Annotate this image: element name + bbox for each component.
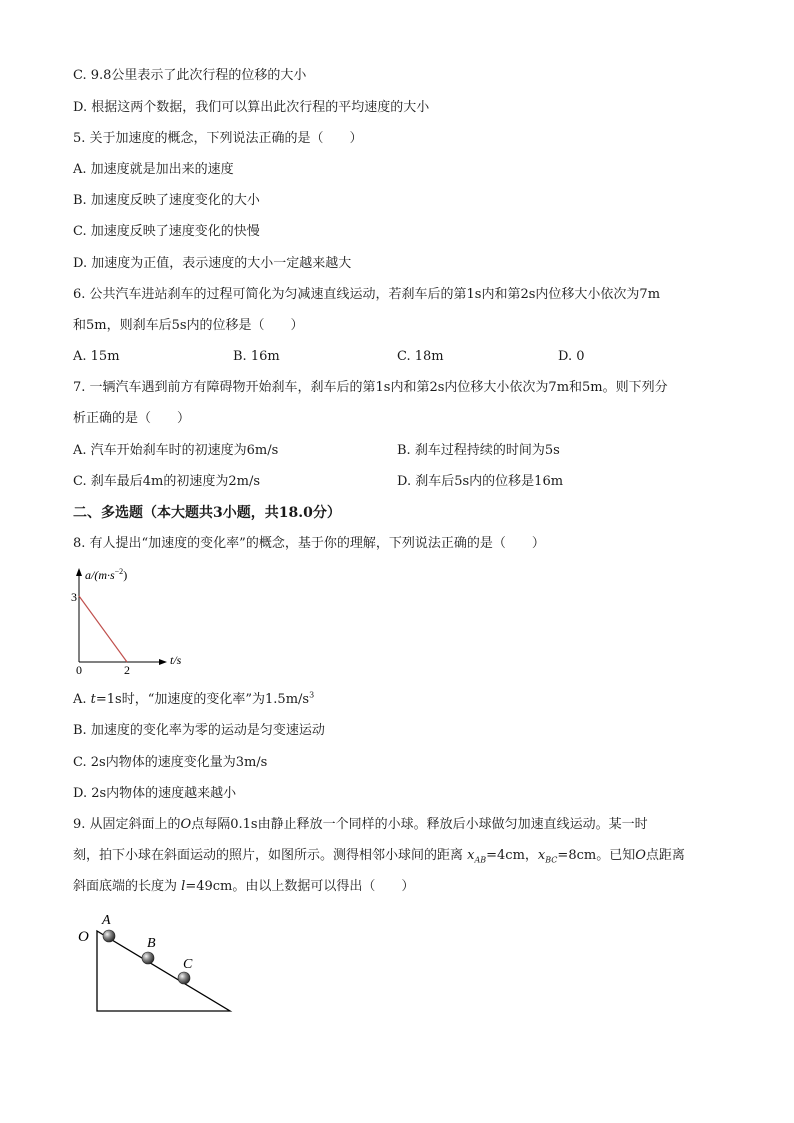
acceleration-line xyxy=(79,596,127,662)
q5-stem: 5. 关于加速度的概念，下列说法正确的是（ ） xyxy=(73,131,363,146)
q4-option-c: C. 9.8公里表示了此次行程的位移的大小 xyxy=(73,68,307,83)
y-axis-label: $a/(m\cdot s^{-2})$ xyxy=(85,567,128,582)
q8-option-d: D. 2s内物体的速度越来越小 xyxy=(73,786,237,801)
q7-option-b: B. 刹车过程持续的时间为5s xyxy=(397,443,560,458)
q7-option-d: D. 刹车后5s内的位移是16m xyxy=(397,474,564,489)
q5-option-a: A. 加速度就是加出来的速度 xyxy=(73,162,234,177)
q5-option-c: C. 加速度反映了速度变化的快慢 xyxy=(73,224,260,239)
q7-option-c: C. 刹车最后4m的初速度为2m/s xyxy=(73,474,260,489)
q4-option-d: D. 根据这两个数据，我们可以算出此次行程的平均速度的大小 xyxy=(73,100,430,115)
q7-stem-line2: 析正确的是（ ） xyxy=(73,411,191,426)
ball-a xyxy=(103,930,115,942)
q9-stem-line3: 斜面底端的长度为 l=49cm。由以上数据可以得出（ ） xyxy=(73,879,415,894)
acceleration-time-graph xyxy=(64,562,194,682)
x-axis-label: t/s xyxy=(170,653,182,667)
q8-option-b: B. 加速度的变化率为零的运动是匀变速运动 xyxy=(73,723,325,738)
y-axis-arrow xyxy=(76,568,82,576)
ball-b-label: B xyxy=(147,936,156,951)
q7-option-a: A. 汽车开始刹车时的初速度为6m/s xyxy=(73,443,279,458)
origin-label: 0 xyxy=(76,663,82,677)
ball-c xyxy=(178,972,190,984)
q6-option-b: B. 16m xyxy=(233,349,280,364)
x-tick-2: 2 xyxy=(124,663,130,677)
q8-stem: 8. 有人提出“加速度的变化率”的概念，基于你的理解，下列说法正确的是（ ） xyxy=(73,536,545,551)
x-axis-arrow xyxy=(159,659,167,665)
q7-stem-line1: 7. 一辆汽车遇到前方有障碍物开始刹车，刹车后的第1s内和第2s内位移大小依次为7m和5m。则下列分 xyxy=(73,380,668,395)
q9-stem-line2: 刻，拍下小球在斜面运动的照片，如图所示。测得相邻小球间的距离 $x_{AB}=4cm$，$x_{BC}=8cm$。已知O点距离 xyxy=(73,848,685,865)
y-tick-3: 3 xyxy=(71,590,77,604)
q6-option-a: A. 15m xyxy=(73,349,120,364)
q5-option-d: D. 加速度为正值，表示速度的大小一定越来越大 xyxy=(73,256,352,271)
incline-diagram xyxy=(70,905,240,1020)
q6-stem-line2: 和5m，则刹车后5s内的位移是（ ） xyxy=(73,318,304,333)
q8-option-c: C. 2s内物体的速度变化量为3m/s xyxy=(73,755,268,770)
point-o-label: O xyxy=(78,929,89,945)
q8-option-a: A. t=1s时，“加速度的变化率”为$1.5m/s^3$ xyxy=(73,690,315,707)
q6-stem-line1: 6. 公共汽车进站刹车的过程可简化为匀减速直线运动，若刹车后的第1s内和第2s内位移大小依次为7m xyxy=(73,287,661,302)
incline-triangle xyxy=(97,931,230,1011)
section-heading-multiple-choice: 二、多选题（本大题共3小题，共18.0分） xyxy=(73,505,341,521)
q5-option-b: B. 加速度反映了速度变化的大小 xyxy=(73,193,260,208)
ball-c-label: C xyxy=(183,957,193,972)
ball-b xyxy=(142,952,154,964)
q9-stem-line1: 9. 从固定斜面上的O点每隔0.1s由静止释放一个同样的小球。释放后小球做匀加速直线运动。某一时 xyxy=(73,817,648,832)
ball-a-label: A xyxy=(102,913,111,928)
q6-option-d: D. 0 xyxy=(558,349,585,364)
q6-option-c: C. 18m xyxy=(397,349,444,364)
